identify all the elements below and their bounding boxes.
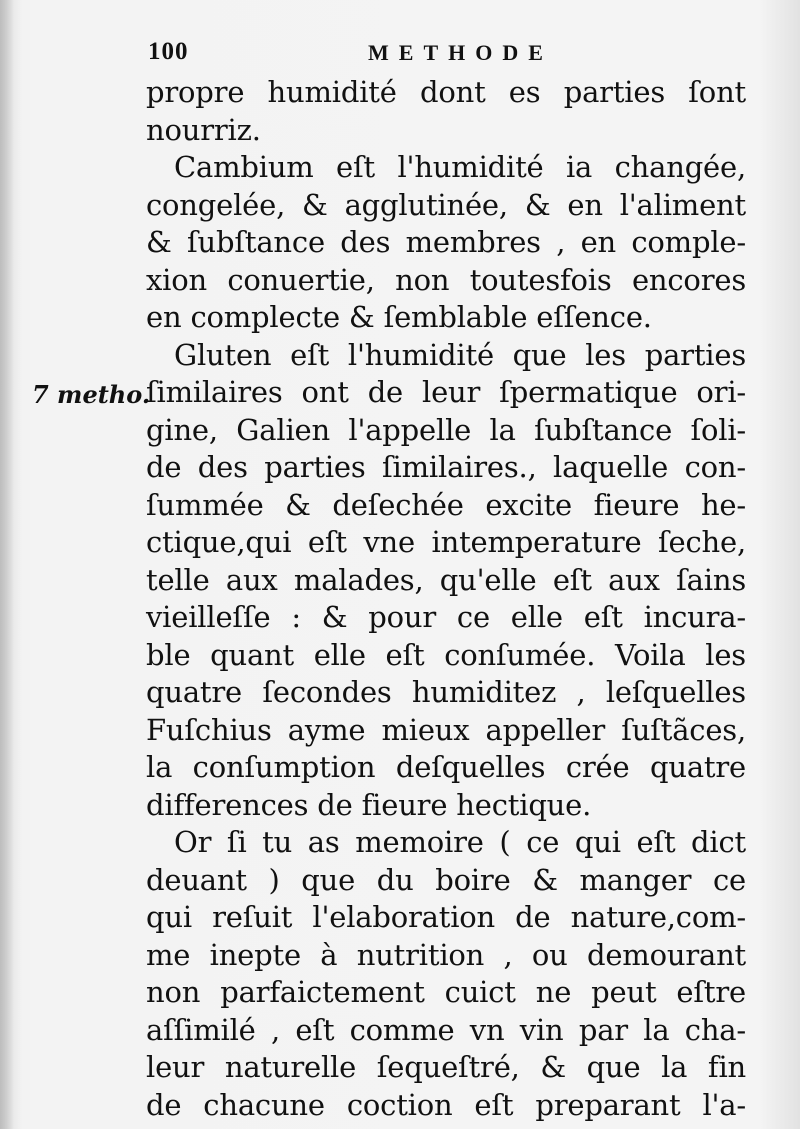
text-line: en complecte & ſemblable eſſence. — [146, 300, 652, 334]
text-line: Cambium eſt l'humidité ia changée, — [174, 150, 746, 184]
margin-note: 7 metho. — [32, 380, 151, 409]
text-line: leur naturelle ſequeſtré, & que la fin — [146, 1050, 746, 1084]
text-line: congelée, & agglutinée, & en l'aliment — [146, 187, 746, 222]
text-line: me inepte à nutrition , ou demourant — [146, 937, 746, 972]
text-line: ble quant elle eſt conſumée. Voila les — [146, 637, 746, 672]
page-header — [148, 34, 748, 74]
text-line: non parfaictement cuict ne peut eſtre — [146, 975, 746, 1009]
text-line: Fuſchius ayme mieux appeller ſuſtãces, — [146, 712, 746, 747]
text-line: Gluten eſt l'humidité que les parties — [174, 337, 746, 372]
text-line: ſummée & deſechée excite fieure he- — [146, 487, 746, 522]
body-text — [146, 74, 746, 1124]
text-line: ſimilaires ont de leur ſpermatique ori- — [146, 375, 746, 409]
text-line: deuant ) que du boire & manger ce — [146, 862, 746, 897]
text-line: la conſumption deſquelles crée quatre — [146, 750, 746, 784]
text-line: gine, Galien l'appelle la ſubſtance ſoli- — [146, 412, 746, 447]
text-line: qui reſuit l'elaboration de nature,com- — [146, 900, 746, 934]
text-line: nourriz. — [146, 112, 261, 147]
text-line: differences de fieure hectique. — [146, 787, 592, 822]
text-line: telle aux malades, qu'elle eſt aux ſains — [146, 562, 746, 597]
text-line: Or ſi tu as memoire ( ce qui eſt dict — [174, 825, 746, 859]
spine-shadow — [0, 0, 14, 1129]
text-line: propre humidité dont es parties ſont — [146, 75, 746, 109]
page-number: 100 — [148, 38, 189, 65]
text-line: vieilleſſe : & pour ce elle eſt incura- — [146, 600, 746, 634]
text-line: quatre ſecondes humiditez , leſquelles — [146, 675, 746, 709]
text-line: ctique,qui eſt vne intemperature ſeche, — [146, 525, 746, 559]
running-head: METHODE — [368, 40, 553, 65]
text-line: aſſimilé , eſt comme vn vin par la cha- — [146, 1012, 746, 1047]
text-line: de chacune coction eſt preparant l'a- — [146, 1087, 746, 1122]
text-line: xion conuertie, non toutesfois encores — [146, 262, 746, 297]
text-line: de des parties ſimilaires., laquelle con- — [146, 450, 746, 484]
text-line: & ſubſtance des membres , en comple- — [146, 225, 746, 259]
